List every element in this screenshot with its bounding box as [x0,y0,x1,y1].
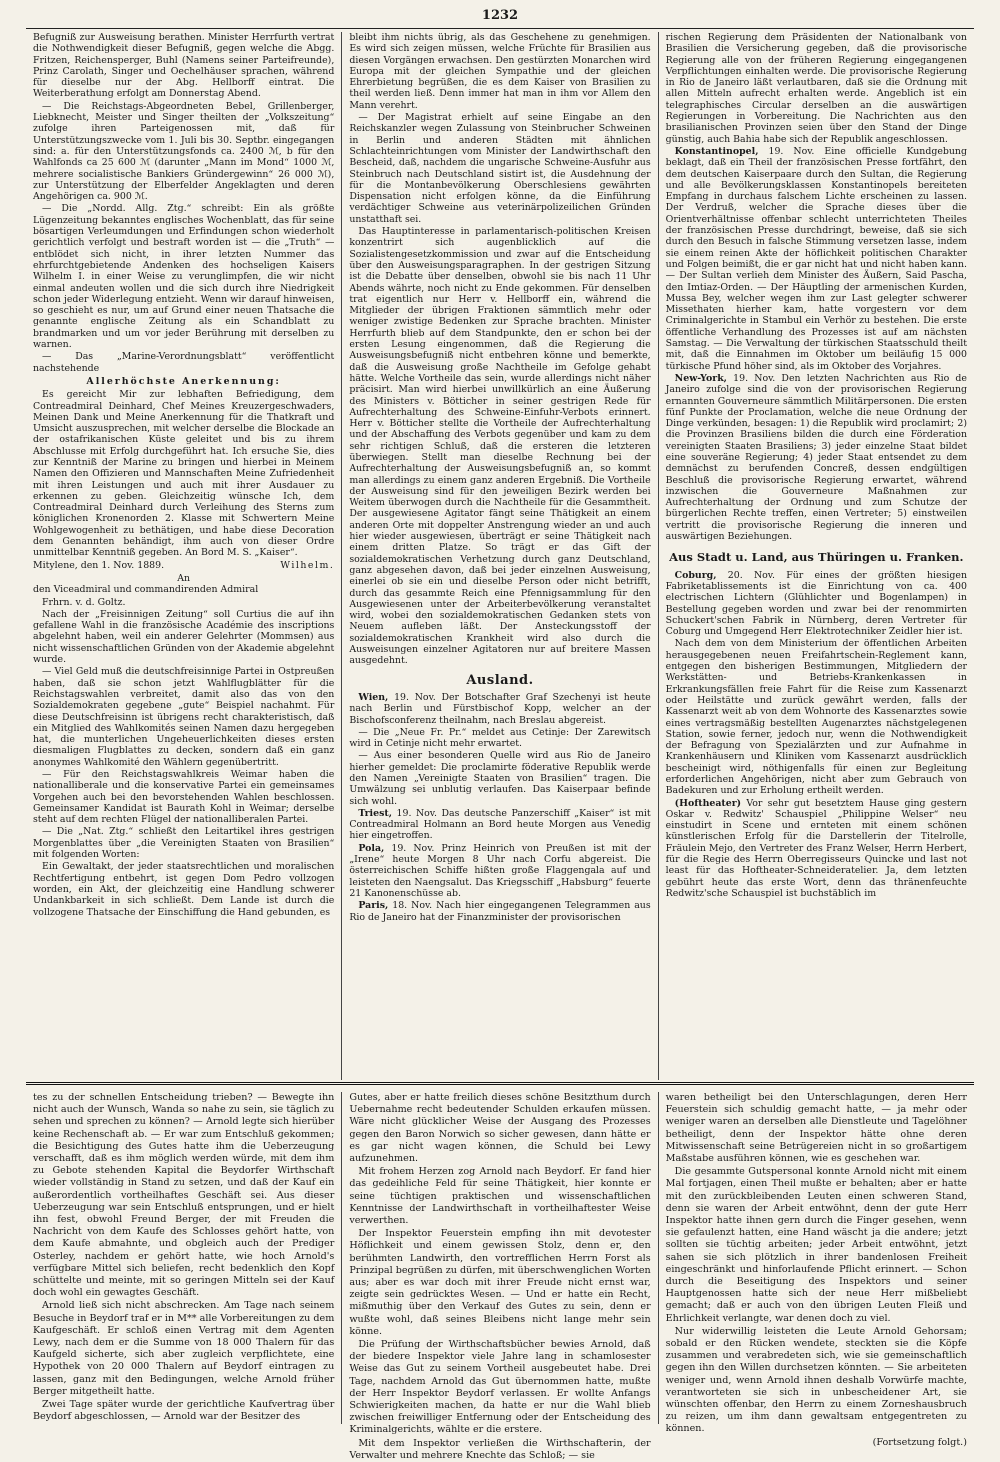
addressee-an: An [177,572,191,584]
paragraph: — Für den Reichstagswahlkreis Weimar haben die nationalliberale und die konservative Partei ein gemeinsames Vorgehen auch bei den bevorstehenden Wahlen beschlossen. Gemeinsamer Kandidat ist Baurath Kohl in Weimar; derselbe steht auf dem rechten Flügel der nationalliberalen Partei. [33,769,335,826]
dateline: Paris, [358,900,389,912]
paragraph: bleibt ihm nichts übrig, als das Geschehene zu genehmigen. Es wird sich zeigen müssen, welche Früchte für Brasilien aus diesen Vorgängen erwachsen. Den gestürzten Monarchen wird Europa mit der gleichen Sympathie und der gleichen Ehrerbietung begrüßen, die es dem Kaiser von Brasilien zu theil werden ließ. Denn immer hat man in ihm vor Allem den Mann verehrt. [349,32,651,111]
news-item [349,843,650,899]
paragraph: Nur widerwillig leisteten die Leute Arnold Gehorsam; sobald er den Rücken wendete, steckten sie die Köpfe zusammen und verabredeten sich, wie sie gemeinschaftlich gegen ihn den Willen durchsetzen könnten. — Sie arbeiteten weniger und, wenn Arnold ihnen deshalb Vorwürfe machte, verantworteten sie sich in unbescheidener Art, sie wünschten offenbar, den Herrn zu einem Zorneshausbruch zu reizen, um ihm dann gewaltsam entgegentreten zu können. [665,1325,967,1435]
addressee-title: den Viceadmiral und commandirenden Admiral [33,584,259,596]
decree-signature [33,560,334,571]
feuilleton-column-2 [341,1092,657,1461]
top-rule [26,28,974,29]
news-text: 19. Nov. Prinz Heinrich von Preußen ist mit der „Irene“ heute Morgen 8 Uhr nach Corfu abgereist. Die österreichischen Schiffe hißten große Flaggengala auf und leisteten den Naengsalut. Das Kriegsschiff „Habsburg“ feuerte 21 Kanonenschüsse ab. [349,842,651,899]
dateline: New-York, [674,372,727,384]
dateline: Wien, [358,691,389,703]
feuilleton-section [26,1092,974,1461]
news-item [666,798,967,900]
paragraph: Ein Gewaltakt, der jeder staatsrechtlichen und moralischen Rechtfertigung entbehrt, ist gegen Dom Pedro vollzogen worden, ein Akt, der gleichzeitig eine Handlung schwerer Undankbarkeit in sich schließt. Dem Lande ist durch die vollzogene Thatsache der Einschiffung die Hand gebunden, es [33,861,335,918]
paragraph: Nach der „Freisinnigen Zeitung“ soll Curtius die auf ihn gefallene Wahl in die französische Académie des inscriptions abgelehnt haben, weil ein anderer Gelehrter (Mommsen) aus nicht wissenschaftlichen Gründen von der Akademie abgelehnt wurde. [33,608,335,666]
decree-text: Es gereicht Mir zur lebhaften Befriedigung, dem Contreadmiral Deinhard, Chef Meines Kreuzergeschwaders, Meinen Dank und Meine Anerkennung für die Thatkraft und Umsicht auszusprechen, mit welcher derselbe die Blockade an der ostafrikanischen Küste geleitet und bis zu ihrem Abschlusse mit Erfolg durchgeführt hat. Ich ersuche Sie, dies zur Kenntniß der Marine zu bringen und hierbei in Meinem Namen den Offizieren und Mannschaften Meine Zufriedenheit mit ihren Leistungen und auch mit ihrer Ausdauer zu erkennen zu geben. Gleichzeitig wünsche Ich, dem Contreadmiral Deinhard durch Verleihung des Sterns zum königlichen Kronenorden 2. Klasse mit Schwertern Meine Wohlgewogenheit zu bethätigen, und habe diese Decoration dem Genannten behändigt, ihm auch von dieser Ordre unmittelbar Kenntniß gegeben. An Bord M. S. „Kaiser“. [33,389,335,559]
news-text: 19. Nov. Der Botschafter Graf Szechenyi ist heute nach Berlin und Fürstbischof Kopp, welcher an der Bischofsconferenz theilnahm, nach Breslau abgereist. [349,691,651,726]
decree-heading: Allerhöchste Anerkennung: [86,375,281,387]
news-text: 19. Nov. Das deutsche Panzerschiff „Kaiser“ ist mit Contreadmiral Holmann an Bord heute Morgen aus Venedig hier eingetroffen. [349,807,651,842]
paragraph: — Viel Geld muß die deutschfreisinnige Partei in Ostpreußen haben, daß sie schon jetzt Wahlflugblätter für die Reichstagswahlen verbreitet, damit also das von den Sozialdemokraten gegebene „gute“ Beispiel nachahmt. Für diese Deutschfreisinn ist übrigens recht charakteristisch, daß ein Mitglied des Wahlkomités seinen Namen dazu hergegeben hat, die munterlichen Ungeheuerlichkeiten dieses ersten diesmaligen Flugblattes zu decken, sondern daß ein ganz anonymes Wahlkomité den Wählern gegenübertritt. [33,666,335,768]
paragraph: Mit frohem Herzen zog Arnold nach Beydorf. Er fand hier das gedeihliche Feld für seine Thätigkeit, hier konnte er seine tüchtigen praktischen und wissenschaftlichen Kenntnisse der Landwirthschaft in vortheilhaftester Weise verwerthen. [349,1166,651,1227]
paragraph: — Die „Nat. Ztg.“ schließt den Leitartikel ihres gestrigen Morgenblattes über „die Vereinigten Staaten von Brasilien“ mit folgenden Worten: [33,826,335,861]
paragraph: waren betheiligt bei den Unterschlagungen, deren Herr Feuerstein sich schuldig gemacht hatte, — ja mehr oder weniger waren an derselben alle Dienstleute und Tagelöhner betheiligt, denn der Inspektor hätte ohne deren Mitwissenschaft seine Betrügereien nicht in so großartigem Maßstabe ausführen können, wie es geschehen war. [665,1092,967,1165]
paragraph: — Das „Marine-Verordnungsblatt“ veröffentlicht nachstehende [33,351,335,374]
dateline: Pola, [358,842,385,854]
paragraph: Der Inspektor Feuerstein empfing ihn mit devotester Höflichkeit und einem gewissen Stolz, denn er, den berühmten Landwirth, den vortrefflichen Herrn Forst als Prinzipal begrüßen zu dürfen, mit überschwenglichen Worten aus; aber es war doch mit ihrer Freude nicht ernst war, zeigte sein gedrücktes Wesen. — Und er hatte ein Recht, mißmuthig über den Verkauf des Gutes zu sein, denn er wußte wohl, daß seines Bleibens nicht lange mehr sein könne. [349,1228,651,1337]
feuilleton-column-3 [658,1092,974,1448]
news-item [666,146,967,372]
paragraph: Zwei Tage später wurde der gerichtliche Kaufvertrag über Beydorf abgeschlossen, — Arnold war der Besitzer des [33,1399,335,1423]
paragraph: Befugniß zur Ausweisung berathen. Minister Herrfurth vertrat die Nothwendigkeit dieser Befugniß, gegen welche die Abgg. Fritzen, Reichensperger, Buhl (Namens seiner Parteifreunde), Prinz Carolath, Singer und Oechelhäuser sprachen, während für dieselbe nur der Abg. Hellborff eintrat. Die Weiterberathung erfolgt am Donnerstag Abend. [33,32,335,100]
paragraph: rischen Regierung dem Präsidenten der Nationalbank von Brasilien die Versicherung gegeben, daß die provisorische Regierung alle von der früheren Regierung eingegangenen Verpflichtungen einhalten werde. Die provisorische Regierung in Rio de Janeiro läßt verlautbaren, daß sie die Ordnung mit allen Mitteln aufrecht erhalten werde. Angeblich ist ein telegraphisches Circular derselben an die auswärtigen Regierungen in Vorbereitung. Die Nachrichten aus den brasilianischen Provinzen seien über den Stand der Dinge günstig, auch Bahia habe sich der Republik angeschlossen. [665,32,967,145]
paragraph: — Der Magistrat erhielt auf seine Eingabe an den Reichskanzler wegen Zulassung von Steinbrucher Schweinen in Berlin und anderen Städten mit ähnlichen Schlachteinrichtungen vom Minister der Landwirthschaft den Bescheid, daß, nachdem die ungarische Schweine-Ausfuhr aus Steinbruch nach Deutschland sistirt ist, die Ausdehnung der für die Montanbevölkerung Oberschlesiens gewährten Dispensation nicht erfolgen könne, da die Einführung verdächtiger Schweine aus veterinärpolizeilichen Gründen unstatthaft sei. [349,112,651,225]
page-number: 1232 [481,8,519,23]
dateline: Triest, [358,807,392,819]
decree-signer: Wilhelm. [280,559,335,571]
addressee-name: Frhrn. v. d. Goltz. [42,596,126,608]
news-item [666,570,967,638]
paragraph: tes zu der schnellen Entscheidung trieben? — Bewegte ihn nicht auch der Wunsch, Wanda so nahe zu sein, sie täglich zu sehen und sprechen zu können? — Arnold legte sich hierüber keine Rechenschaft ab. — Er war zum Entschluß gekommen; die Besichtigung des Gutes hatte ihm die Ueberzeugung verschafft, daß es ihm möglich werden würde, mit dem ihm zu Gebote stehenden Kapital die Beydorfer Wirthschaft wieder vollständig in Stand zu setzen, und daß der Kauf ein außerordentlich vortheilhaftes Geschäft sei. Aus dieser Ueberzeugung war sein Entschluß entsprungen, und er hielt ihn fest, obwohl Freund Berger, der mit Freuden die Nachricht von dem Kaufe des Schlosses gehört hatte, von dem Kaufe abmahnte, und obgleich auch der Prediger Osterley, nachdem er gehört hatte, wie hoch Arnold's verfügbare Mittel sich beliefen, recht bedenklich den Kopf schüttelte und meinte, mit so geringen Mitteln sei der Kauf doch wohl ein gewagtes Geschäft. [33,1092,335,1299]
dateline: Konstantinopel, [674,145,759,157]
paragraph: — Die „Neue Fr. Pr.“ meldet aus Cetinje: Der Zarewitsch wird in Cetinje nicht mehr erwartet. [349,726,651,750]
news-item [666,373,967,542]
news-text: 20. Nov. Für eines der größten hiesigen Fabriketablissements ist die Einrichtung von ca. 400 electrischen Lichtern (Glühlichter und Bogenlampen) in Bestellung gegeben worden und zwar bei der renommirten Schuckert'schen Fabrik in Nürnberg, deren Vertreter für Coburg und Umgegend Herr Elektrotechniker Zeidler hier ist. [665,569,967,638]
paragraph: — Die „Nordd. Allg. Ztg.“ schreibt: Ein als größte Lügenzeitung bekanntes englisches Wochenblatt, das für seine bösartigen Verleumdungen und Erfindungen schon wiederholt gerichtlich verfolgt und bestraft worden ist — die „Truth“ — entblödet sich nicht, in ihrer letzten Nummer das ehrfurchtgebietende Andenken des hochseligen Kaisers Wilhelm I. in einer Weise zu verunglimpfen, die wir nicht einmal andeuten wollen und die sich durch ihre Niedrigkeit schon jeder Widerlegung entzieht. Wenn wir darauf hinweisen, so geschieht es nur, um auf Grund einer neuen Thatsache die genannte englische Zeitung als ein Schandblatt zu brandmarken und um vor jeder Berührung mit derselben zu warnen. [33,203,335,351]
paragraph: Arnold ließ sich nicht abschrecken. Am Tage nach seinem Besuche in Beydorf traf er in M** alle Vorbereitungen zu dem Kaufgeschäft. Er schloß einen Vertrag mit dem Agenten Lewy, nach dem er die Summe von 18 000 Thalern für das Kaufgeld sicherte, sich aber zugleich verpflichtete, eine Hypothek von 20 000 Thalern auf Beydorf eintragen zu lassen, ganz mit den Bedingungen, welche Arnold früher Berger mitgetheilt hatte. [33,1300,335,1397]
news-item [349,808,650,842]
news-text: 19. Nov. Den letzten Nachrichten aus Rio de Janeiro zufolge sind die von der provisorischen Regierung ernannten Gouverneure sämmtlich Militärpersonen. Die ersten fünf Punkte der Proclamation, welche die neue Ordnung der Dinge verkünden, besagen: 1) die Republik wird proclamirt; 2) die Provinzen Brasiliens bilden die durch eine Förderation vereinigten Staaten Brasiliens; 3) jeder einzelne Staat bildet eine souveräne Regierung; 4) jeder Staat entsendet zu dem demnächst zu berufenden Concreß, dessen endgültigen Beschluß die provisorische Regierung erwartet, während inzwischen die Gouverneure Maßnahmen zur Aufrechterhaltung der Ordnung und zum Schutze der bürgerlichen Rechte treffen, einen Vertreter; 5) einstweilen vertritt die provisorische Regierung die inneren und auswärtigen Beziehungen. [665,372,967,543]
news-item [349,692,650,726]
theater-label: (Hoftheater) [674,797,742,809]
news-text: Vor sehr gut besetztem Hause ging gestern Oskar v. Redwitz' Schauspiel „Philippine Welser“ neu einstudirt in Scene und ernteten mit einem schönen künstlerischen Erfolg für die Darstellerin der Titelrolle, Fräulein Mejo, den Vertreter des Franz Welser, Herrn Herbert, für die Regie des Herrn Oberregisseurs Quincke und last not least für das Hoftheater-Schneideratelier. Ja, dem letzten gebührt heute das erste Wort, denn das thränenfeuchte Redwitz'sche Schauspiel ist buchstäblich im [665,797,967,899]
paragraph: Mit dem Inspektor verließen die Wirthschafterin, der Verwalter und mehrere Knechte das Schloß; — sie [349,1437,651,1461]
column-2 [341,32,657,1080]
paragraph: Die Prüfung der Wirthschaftsbücher bewies Arnold, daß der biedere Inspektor viele Jahre lang in schamlosester Weise das Gut zu seinem Vortheil ausgebeutet habe. Drei Tage, nachdem Arnold das Gut übernommen hatte, mußte der Herr Inspektor Beydorf verlassen. Er wollte Anfangs Schwierigkeiten machen, da hatte er nur die Wahl blieb zwischen freiwilliger Entfernung oder der Entscheidung des Kriminalgerichts, wählte er die erstere. [349,1339,651,1436]
feuilleton-column-1 [26,1092,341,1424]
news-section [26,32,974,1080]
continuation-note: (Fortsetzung folgt.) [872,1436,967,1448]
paragraph: Gutes, aber er hatte freilich dieses schöne Besitzthum durch Uebernahme recht bedeutender Schulden erkaufen müssen. Wäre nicht glücklicher Weise der Ausgang des Prozesses gegen den Baron Norwich so sicher gewesen, dann hätte er es gar nicht wagen können, die Schuld bei Lewy aufzunehmen. [349,1092,651,1165]
paragraph: — Die Reichstags-Abgeordneten Bebel, Grillenberger, Liebknecht, Meister und Singer theilten der „Volkszeitung“ zufolge ihren Parteigenossen mit, daß für Unterstützungszwecke vom 1. Juli bis 30. Septbr. eingegangen sind: a. für den Unterstützungsfonds ca. 2400 ℳ, b für den Wahlfonds ca 25 600 ℳ (darunter „Mann im Mond“ 1000 ℳ, mehrere socialistische Bankiers Gründergewinn“ 26 000 ℳ), zur Unterstützung der Elberfelder Angeklagten und deren Angehörigen ca. 900 ℳ. [33,100,335,203]
paragraph: — Aus einer besonderen Quelle wird aus Rio de Janeiro hierher gemeldet: Die proclamirte föderative Republik werde den Namen „Vereinigte Staaten von Brasilien“ tragen. Die Umwälzung sei unblutig verlaufen. Das Kaiserpaar befinde sich wohl. [349,750,651,807]
column-3 [658,32,974,1080]
dateline: Coburg, [674,569,717,581]
decree-date: Mitylene, den 1. Nov. 1889. [33,559,165,571]
news-text: 19. Nov. Eine officielle Kundgebung beklagt, daß ein Theil der französischen Presse fortfährt, den dem deutschen Kaiserpaare durch den Sultan, die Regierung und alle Bevölkerungsklassen Konstantinopels bereiteten Empfang in durchaus falschem Lichte erscheinen zu lassen. Der Verdruß, welcher die Sprache dieses über die Orientverhältnisse offenbar schlecht unterrichteten Theiles der französischen Presse durchdringt, beweise, daß sie sich durch den Besuch in falsche Stimmung versetzen lasse, indem sie einem reinen Akte der höflichkeit politischen Charakter und Folgen beimißt, die er gar nicht hat und nicht haben kann. — Der Sultan verlieh dem Minister des Äußern, Said Pascha, den Imtiaz-Orden. — Der Häuptling der armenischen Kurden, Mussa Bey, welcher wegen ihm zur Last gelegter schwerer Missethaten hierher kam, hatte vorgestern vor dem Criminalgerichte in Stambul ein Verhör zu bestehen. Die erste öffentliche Verhandlung des Prozesses ist auf am nächsten Samstag. — Die Verwaltung der türkischen Staatsschuld theilt mit, daß die Einnahmen im Oktober um beiläufig 15 000 türkische Pfund höher sind, als im Oktober des Vorjahres. [665,145,967,372]
news-text: 18. Nov. Nach hier eingegangenen Telegrammen aus Rio de Janeiro hat der Finanzminister der provisorischen [349,900,651,923]
section-heading-regional: Aus Stadt u. Land, aus Thüringen u. Franken. [669,550,964,565]
paragraph: Das Hauptinteresse in parlamentarisch-politischen Kreisen konzentrirt sich augenblicklich auf die Sozialistengesetzkommission und zwar auf die Entscheidung über den Ausweisungsparagraphen. In der gestrigen Sitzung ist die Debatte über denselben, obwohl sie bis nach 11 Uhr Abends währte, noch nicht zu Ende gekommen. Für denselben trat eigentlich nur Herr v. Hellborff ein, während die Mitglieder der übrigen Fraktionen sämmtlich mehr oder weniger zwistige Bedenken zur Sprache brachten. Minister Herrfurth blieb auf dem Standpunkte, den er schon bei der ersten Lesung eingenommen, daß die Regierung die Ausweisungsbefugniß nicht entbehren könne und bemerkte, daß die Ausweisung große Nachtheile im Gefolge gehabt hätte. Welche Vortheile das sein, wurde allerdings nicht näher präcisirt. Man wird hierbei unwillkürlich an eine Äußerung des Ministers v. Bötticher in seiner gestrigen Rede für Aufrechterhaltung des Schweine-Einfuhr-Verbots erinnert. Herr v. Bötticher stellte die Vortheile der Aufrechterhaltung und der Abschaffung des Verbots gegenüber und kam zu dem sehr richtigen Schluß, daß die ersteren die letzteren überwiegen. Stellt man dieselbe Rechnung bei der Aufrechterhaltung der Ausweisungsbefugniß an, so kommt man allerdings zu einem ganz anderen Ergebniß. Die Vortheile der Ausweisung sind für den jeweiligen Bezirk werden bei Weitem überwogen durch die Nachtheile für die Gesammtheit. Der ausgewiesene Agitator fängt seine Thätigkeit an einem anderen Orte mit doppelter Anstrengung wieder an und auch hier wieder ausgewiesen, überträgt er seine Thätigkeit nach einem dritten Platze. So trägt er das Gift der sozialdemokratischen Verhetzung durch ganz Deutschland, ganz abgesehen davon, daß bei jeder einzelnen Ausweisung, einerlei ob sie ein und dieselbe Person oder nicht betrifft, durch das gesammte Reich eine Pfennigsammlung für den Ausgewiesenen unter der Arbeiterbevölkerung veranstaltet wird, wobei den sozialdemokratischen Gedanken stets von Neuem aufleben läßt. Der Ansteckungsstoff der sozialdemokratischen Krankheit wird also durch die Ausweisungen einzelner Agitatoren nur auf breitere Massen ausgedehnt. [349,226,651,667]
paragraph: Die gesammte Gutspersonal konnte Arnold nicht mit einem Mal fortjagen, einen Theil mußte er behalten; aber er hatte mit den zurückbleibenden Leuten einen schweren Stand, denn sie waren der Arbeit entwöhnt, denn der gute Herr Inspektor hatte ihnen gern durch die Finger gesehen, wenn sie gefaulenzt hatten, eine Hand wäscht ja die andere; jetzt sollten sie tüchtig arbeiten; jeder Arbeit entwöhnt, jetzt sahen sie sich plötzlich in ihrer bandenlosen Freiheit eingeschränkt und hinforlaufende Pflicht erinnert. — Schon durch die Beseitigung des Inspektors und seiner Hauptgenossen hatte sich der neue Herr mißbeliebt gemacht; daß er auch von den übrigen Leuten Fleiß und Ehrlichkeit verlangte, war denen doch zu viel. [665,1166,967,1324]
paragraph: Nach dem von dem Ministerium der öffentlichen Arbeiten herausgegebenen neuen Freifahrtschein-Reglement kann, entgegen den bisherigen Bestimmungen, Mitgliedern der Werkstätten- und Betriebs-Krankenkassen in Erkrankungsfällen freie Fahrt für die Reise zum Kassenarzt oder Heilstätte und zurück gewährt werden, falls der Kassenarzt weit ab von dem Wohnorte des Kassenarztes sowie eines vertragsmäßig bestellten Augenarztes nächstgelegenen Station, sowie ferner, jedoch nur, wenn die Nothwendigkeit der Befragung von Spezialärzten und zur Aufnahme in Krankenhäusern und Kliniken vom Kassenarzt ausdrücklich bescheinigt wird, nöthigenfalls für einen zur Begleitung erforderlichen Angehörigen, nicht aber zum Gebrauch von Badekuren und zur Erholung ertheilt werden. [665,638,967,797]
feuilleton-divider [26,1082,974,1085]
news-item [349,900,650,923]
column-1 [26,32,341,1080]
section-heading-ausland: Ausland. [466,672,534,688]
